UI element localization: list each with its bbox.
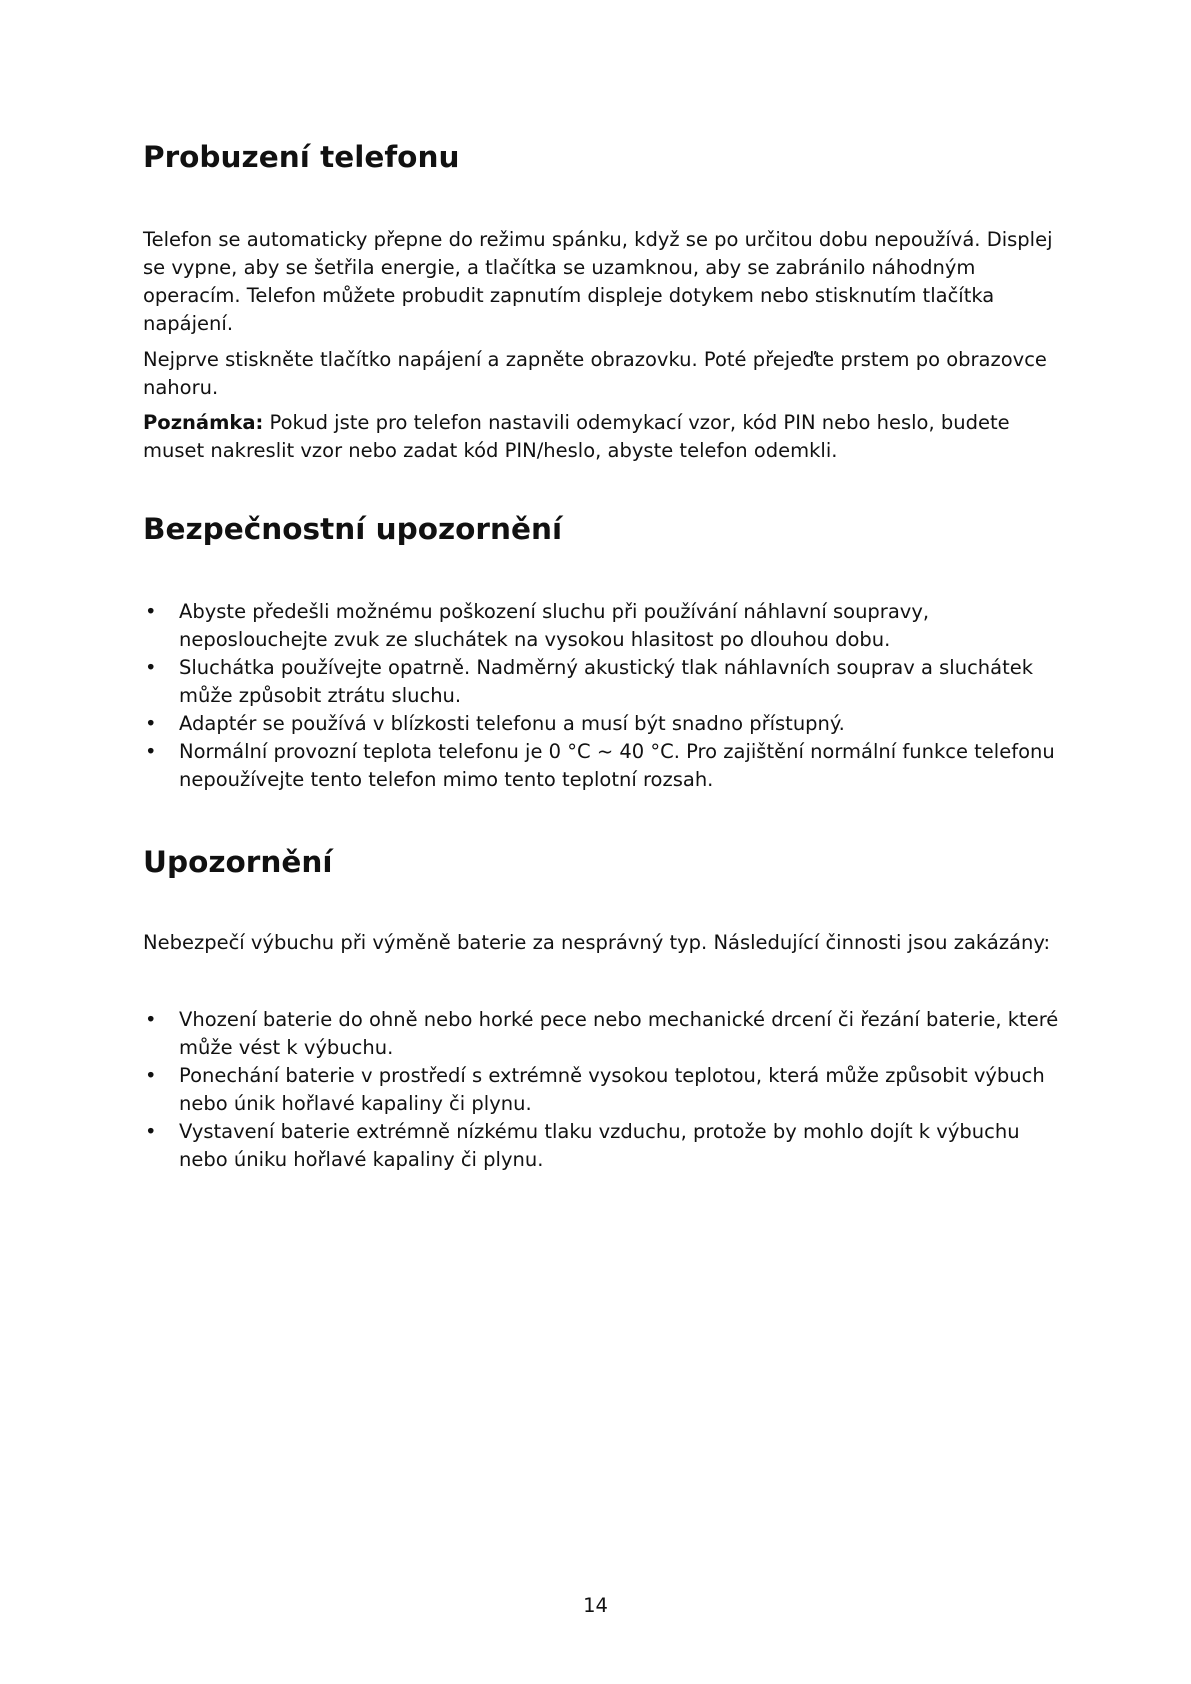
list-item: • Abyste předešli možnému poškození sluchu při používání náhlavní soupravy, neposlouchejte zvuk ze sluchátek na vysokou hlasitost po dlouhou dobu.: [145, 600, 930, 651]
bullet-icon: •: [145, 1008, 157, 1031]
note-label: Poznámka:: [143, 411, 264, 434]
bullet-icon: •: [145, 656, 157, 679]
section-heading-wake-phone: Probuzení telefonu: [143, 140, 460, 174]
warning-bullet-list: [143, 1006, 1063, 1174]
list-item: • Sluchátka používejte opatrně. Nadměrný akustický tlak náhlavních souprav a sluchátek může způsobit ztrátu sluchu.: [145, 656, 1034, 707]
bullet-icon: •: [145, 1064, 157, 1087]
paragraph-wake-description: Telefon se automaticky přepne do režimu spánku, když se po určitou dobu nepoužívá. Displej se vypne, aby se šetřila energie, a tlačítka se uzamknou, aby se zabránilo náhodným operacím. Telefon můžete probudit zapnutím displeje dotykem nebo stisknutím tlačítka napájení.: [143, 228, 1053, 335]
bullet-icon: •: [145, 600, 157, 623]
list-item: • Adaptér se používá v blízkosti telefonu a musí být snadno přístupný.: [143, 710, 1063, 738]
list-item: • Vhození baterie do ohně nebo horké pece nebo mechanické drcení či řezání baterie, které může vést k výbuchu.: [145, 1008, 1059, 1059]
note-text: Pokud jste pro telefon nastavili odemykací vzor, kód PIN nebo heslo, budete muset nakreslit vzor nebo zadat kód PIN/heslo, abyste telefon odemkli.: [143, 411, 1010, 462]
list-item: • Vystavení baterie extrémně nízkému tlaku vzduchu, protože by mohlo dojít k výbuchu nebo úniku hořlavé kapaliny či plynu.: [145, 1120, 1020, 1171]
bullet-icon: •: [145, 740, 157, 763]
paragraph-wake-steps: Nejprve stiskněte tlačítko napájení a zapněte obrazovku. Poté přejeďte prstem po obrazovce nahoru.: [143, 348, 1047, 399]
safety-bullet-list: [143, 598, 1063, 794]
list-item: • Ponechání baterie v prostředí s extrémně vysokou teplotou, která může způsobit výbuch nebo únik hořlavé kapaliny či plynu.: [145, 1064, 1045, 1115]
bullet-icon: •: [145, 1120, 157, 1143]
list-item: • Normální provozní teplota telefonu je 0 °C ~ 40 °C. Pro zajištění normální funkce telefonu nepoužívejte tento telefon mimo tento teplotní rozsah.: [145, 740, 1055, 791]
section-heading-safety: Bezpečnostní upozornění: [143, 512, 563, 546]
bullet-icon: •: [145, 712, 157, 735]
paragraph-warning-intro: Nebezpečí výbuchu při výměně baterie za nesprávný typ. Následující činnosti jsou zakázány:: [143, 931, 1051, 954]
page-number: 14: [583, 1594, 608, 1617]
paragraph-note: [143, 409, 1063, 465]
section-heading-warning: Upozornění: [143, 845, 333, 879]
